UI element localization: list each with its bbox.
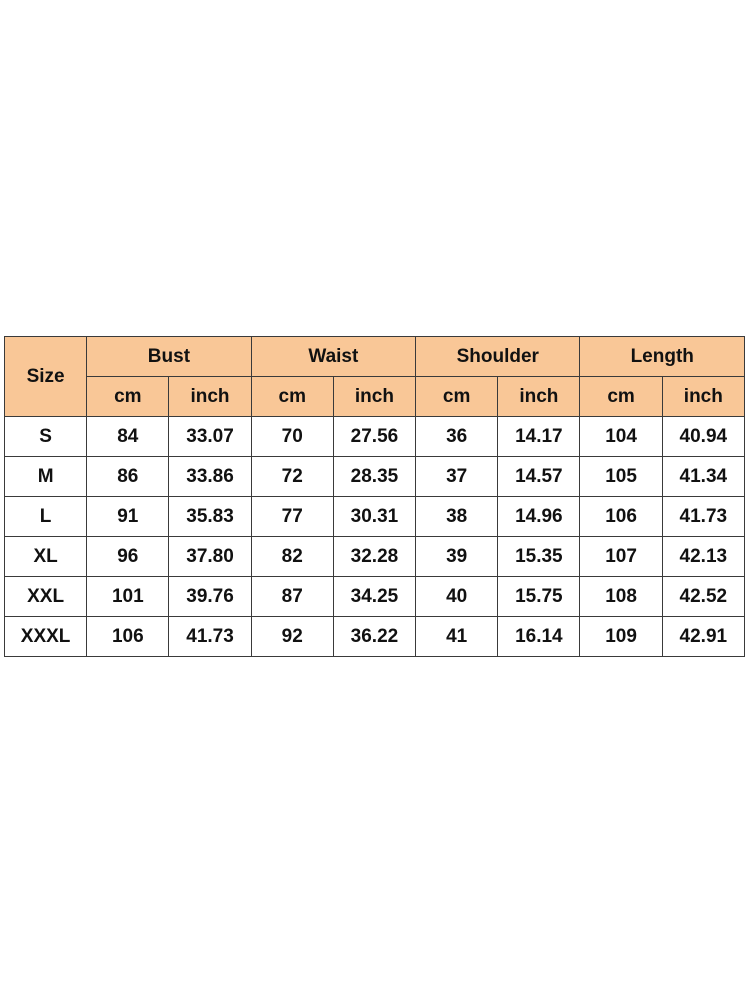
value-cell: 109 (580, 617, 662, 657)
value-cell: 28.35 (333, 457, 415, 497)
value-cell: 30.31 (333, 497, 415, 537)
value-cell: 27.56 (333, 417, 415, 457)
value-cell: 104 (580, 417, 662, 457)
value-cell: 16.14 (498, 617, 580, 657)
value-cell: 41.34 (662, 457, 744, 497)
size-cell: XL (5, 537, 87, 577)
header-unit: inch (498, 377, 580, 417)
value-cell: 41.73 (169, 617, 251, 657)
header-row-groups (5, 337, 745, 377)
value-cell: 14.57 (498, 457, 580, 497)
value-cell: 86 (87, 457, 169, 497)
value-cell: 40 (416, 577, 498, 617)
value-cell: 41.73 (662, 497, 744, 537)
header-group-bust: Bust (87, 337, 251, 377)
size-cell: XXXL (5, 617, 87, 657)
header-unit: cm (87, 377, 169, 417)
table-row (5, 577, 745, 617)
value-cell: 36.22 (333, 617, 415, 657)
value-cell: 82 (251, 537, 333, 577)
value-cell: 107 (580, 537, 662, 577)
header-unit: cm (251, 377, 333, 417)
table-row (5, 497, 745, 537)
header-size: Size (5, 337, 87, 417)
table-row (5, 457, 745, 497)
value-cell: 106 (580, 497, 662, 537)
value-cell: 70 (251, 417, 333, 457)
value-cell: 14.96 (498, 497, 580, 537)
header-unit: cm (580, 377, 662, 417)
header-row-units (5, 377, 745, 417)
value-cell: 40.94 (662, 417, 744, 457)
value-cell: 42.13 (662, 537, 744, 577)
table-row (5, 417, 745, 457)
value-cell: 42.52 (662, 577, 744, 617)
size-cell: S (5, 417, 87, 457)
header-unit: inch (333, 377, 415, 417)
header-group-waist: Waist (251, 337, 415, 377)
value-cell: 84 (87, 417, 169, 457)
table-row (5, 537, 745, 577)
size-cell: XXL (5, 577, 87, 617)
value-cell: 91 (87, 497, 169, 537)
value-cell: 105 (580, 457, 662, 497)
value-cell: 42.91 (662, 617, 744, 657)
value-cell: 106 (87, 617, 169, 657)
value-cell: 39.76 (169, 577, 251, 617)
value-cell: 39 (416, 537, 498, 577)
header-group-length: Length (580, 337, 745, 377)
value-cell: 41 (416, 617, 498, 657)
value-cell: 15.75 (498, 577, 580, 617)
value-cell: 35.83 (169, 497, 251, 537)
header-unit: inch (662, 377, 744, 417)
value-cell: 14.17 (498, 417, 580, 457)
value-cell: 33.86 (169, 457, 251, 497)
value-cell: 77 (251, 497, 333, 537)
value-cell: 37 (416, 457, 498, 497)
value-cell: 101 (87, 577, 169, 617)
value-cell: 92 (251, 617, 333, 657)
value-cell: 36 (416, 417, 498, 457)
size-chart-table (4, 336, 745, 657)
value-cell: 32.28 (333, 537, 415, 577)
size-cell: M (5, 457, 87, 497)
size-cell: L (5, 497, 87, 537)
value-cell: 38 (416, 497, 498, 537)
value-cell: 72 (251, 457, 333, 497)
table-body (5, 417, 745, 657)
header-unit: cm (416, 377, 498, 417)
value-cell: 87 (251, 577, 333, 617)
header-unit: inch (169, 377, 251, 417)
table-row (5, 617, 745, 657)
value-cell: 37.80 (169, 537, 251, 577)
value-cell: 33.07 (169, 417, 251, 457)
value-cell: 108 (580, 577, 662, 617)
header-group-shoulder: Shoulder (416, 337, 580, 377)
value-cell: 34.25 (333, 577, 415, 617)
value-cell: 15.35 (498, 537, 580, 577)
value-cell: 96 (87, 537, 169, 577)
